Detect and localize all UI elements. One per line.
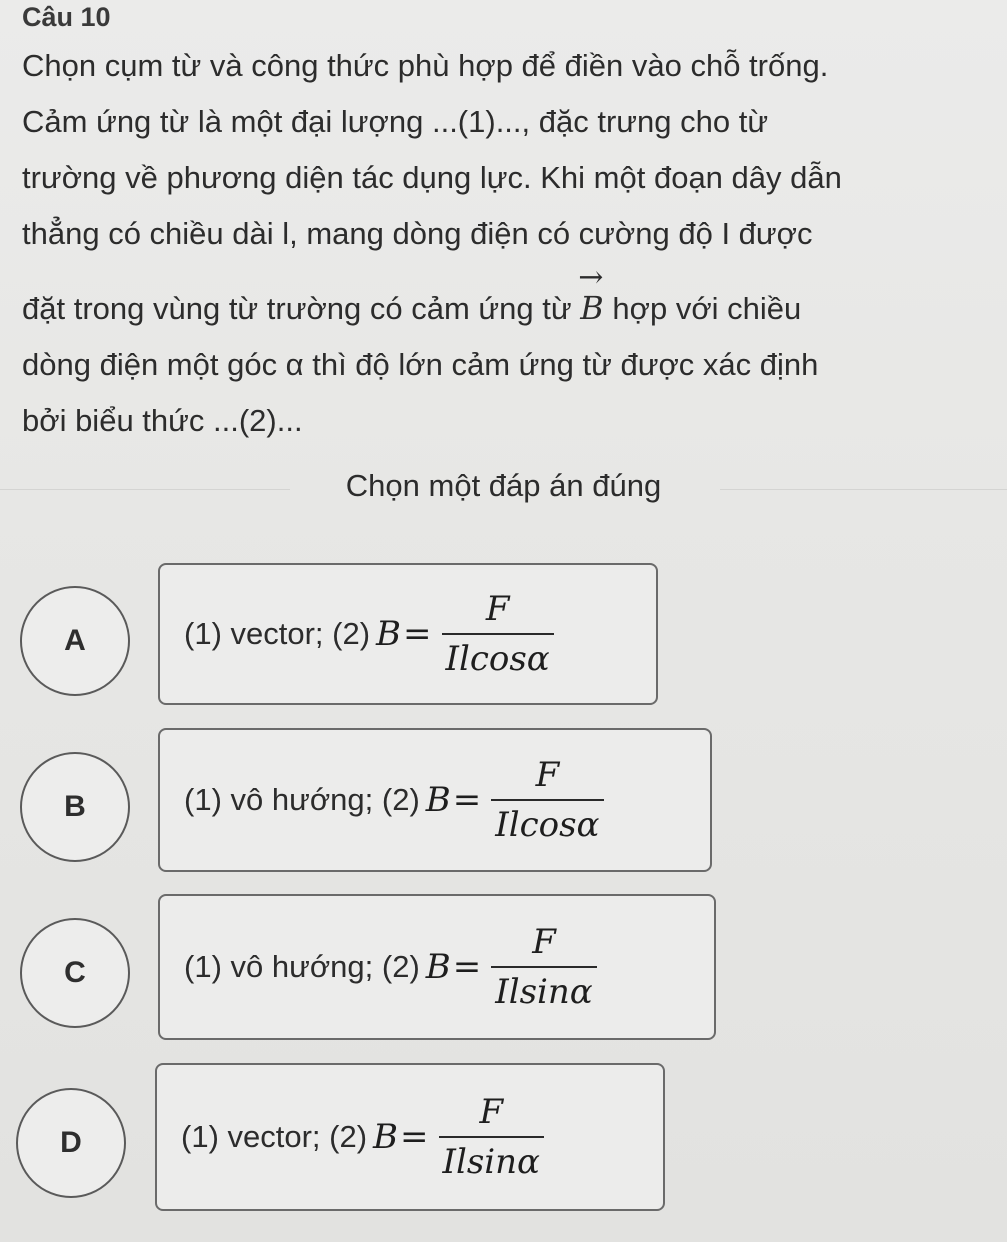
option-a-radio[interactable]: A [20,586,130,696]
option-d-radio[interactable]: D [16,1088,126,1198]
formula-denominator: Ilsinα [491,966,596,1012]
option-c-radio[interactable]: C [20,918,130,1028]
option-b-radio[interactable]: B [20,752,130,862]
formula-lhs: B [373,1117,399,1157]
formula-fraction [442,589,554,679]
formula-equals: = [403,614,432,654]
formula-numerator: F [485,589,510,629]
question-line-5-end: hợp với chiều [603,291,802,326]
question-line-5 [22,260,982,337]
question-line-3: trường về phương diện tác dụng lực. Khi một đoạn dây dẫn [22,160,842,195]
question-block [22,0,982,449]
formula-numerator: F [479,1092,504,1132]
formula-numerator: F [532,922,556,962]
formula-denominator: Ilcosα [491,799,603,845]
option-b-box[interactable] [158,728,712,872]
formula-equals: = [452,780,482,820]
formula-fraction [439,1092,544,1182]
option-d-formula [373,1092,544,1182]
option-d-label: (1) vector; (2) [181,1119,368,1154]
option-a-label: (1) vector; (2) [184,616,371,651]
option-c-box[interactable] [158,894,716,1040]
option-a-box[interactable] [158,563,658,705]
option-c-label: (1) vô hướng; (2) [184,949,420,984]
vector-arrow-icon: → [578,260,604,295]
formula-fraction [491,922,596,1012]
formula-numerator: F [535,755,560,795]
formula-denominator: Ilcosα [442,633,554,679]
question-line-7: bởi biểu thức ...(2)... [22,403,303,438]
question-line-1: Chọn cụm từ và công thức phù hợp để điền vào chỗ trống. [22,48,829,83]
formula-equals: = [400,1117,429,1157]
formula-lhs: B [376,614,402,654]
formula-lhs: B [425,780,451,820]
instruction-text: Chọn một đáp án đúng [345,468,662,503]
question-title: Câu 10 [22,2,111,32]
vector-b-symbol [578,260,604,336]
question-line-4: thẳng có chiều dài l, mang dòng điện có cường độ I được [22,216,813,251]
formula-equals: = [452,947,482,987]
question-line-5-start: đặt trong vùng từ trường có cảm ứng từ [22,291,581,326]
option-b-formula [426,755,604,845]
formula-lhs: B [425,947,451,987]
option-a-formula [376,589,554,679]
option-d-box[interactable] [155,1063,665,1211]
formula-denominator: Ilsinα [439,1136,544,1182]
formula-fraction [491,755,603,845]
question-line-6: dòng điện một góc α thì độ lớn cảm ứng từ được xác định [22,347,819,382]
vector-b-letter: B [580,289,604,327]
option-b-label: (1) vô hướng; (2) [184,782,420,817]
question-line-2: Cảm ứng từ là một đại lượng ...(1)..., đặc trưng cho từ [22,104,769,139]
option-c-formula [426,922,597,1012]
